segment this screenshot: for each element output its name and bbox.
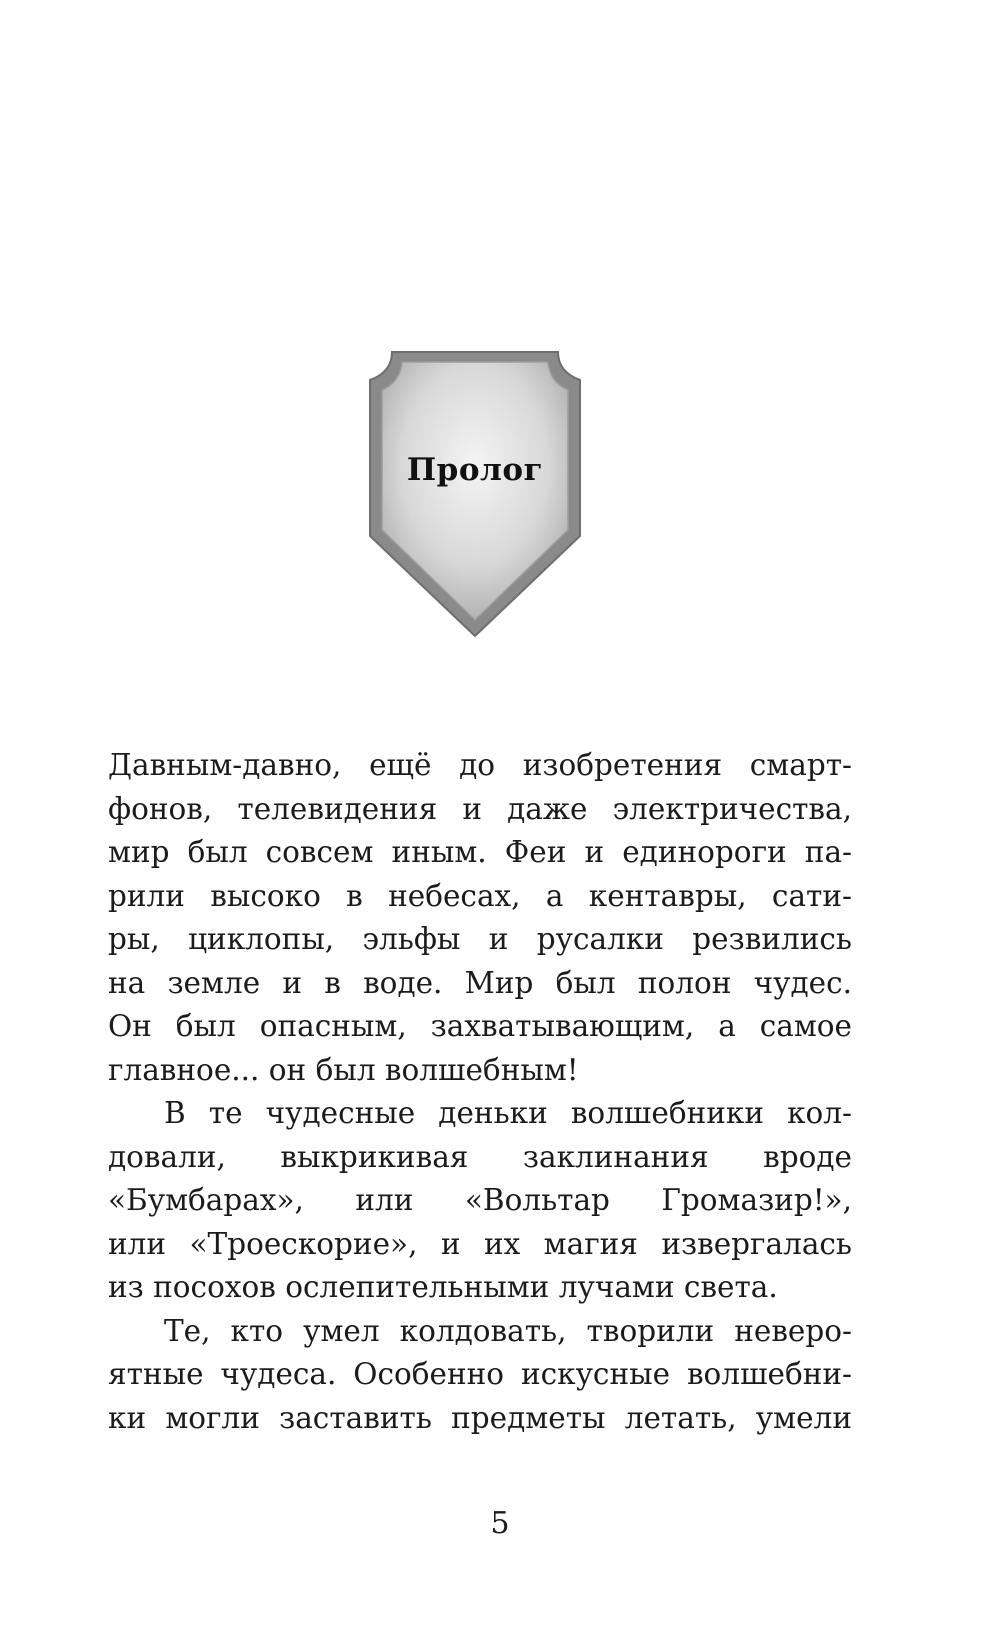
text-line: «Бумбарах», или «Вольтар Громазир!», [108,1183,852,1217]
paragraph-1 [108,744,852,1092]
text-line: рили высоко в небесах, а кентавры, сати- [108,878,852,913]
text-line: Давным-давно, ещё до изобретения смарт- [108,748,852,782]
text-line: на земле и в воде. Мир был полон чудес. [108,965,852,1000]
text-line: ки могли заставить предметы летать, умели [108,1400,852,1435]
chapter-body [108,744,852,1440]
text-line: или «Троескорие», и их магия извергалась [108,1226,852,1261]
text-line: фонов, телевидения и даже электричества, [108,791,852,826]
text-line: В те чудесные деньки волшебники кол- [164,1096,852,1130]
text-line: ры, циклопы, эльфы и русалки резвились [108,922,852,956]
text-line: довали, выкрикивая заклинания вроде [108,1139,852,1174]
chapter-title: Пролог [406,452,544,488]
chapter-shield [362,350,588,640]
text-line: мир был совсем иным. Феи и единороги па- [108,835,852,869]
page-number: 5 [490,1506,510,1541]
text-line: ятные чудеса. Особенно искусные волшебни- [108,1357,852,1391]
paragraph-3 [108,1310,852,1441]
text-line: из посохов ослепительными лучами света. [108,1270,778,1304]
shield-shape [362,350,588,640]
text-line: Он был опасным, захватывающим, а самое [108,1009,852,1043]
text-line: главное... он был волшебным! [108,1052,579,1087]
text-line: Те, кто умел колдовать, творили неверо- [164,1313,852,1348]
paragraph-2 [108,1092,852,1310]
